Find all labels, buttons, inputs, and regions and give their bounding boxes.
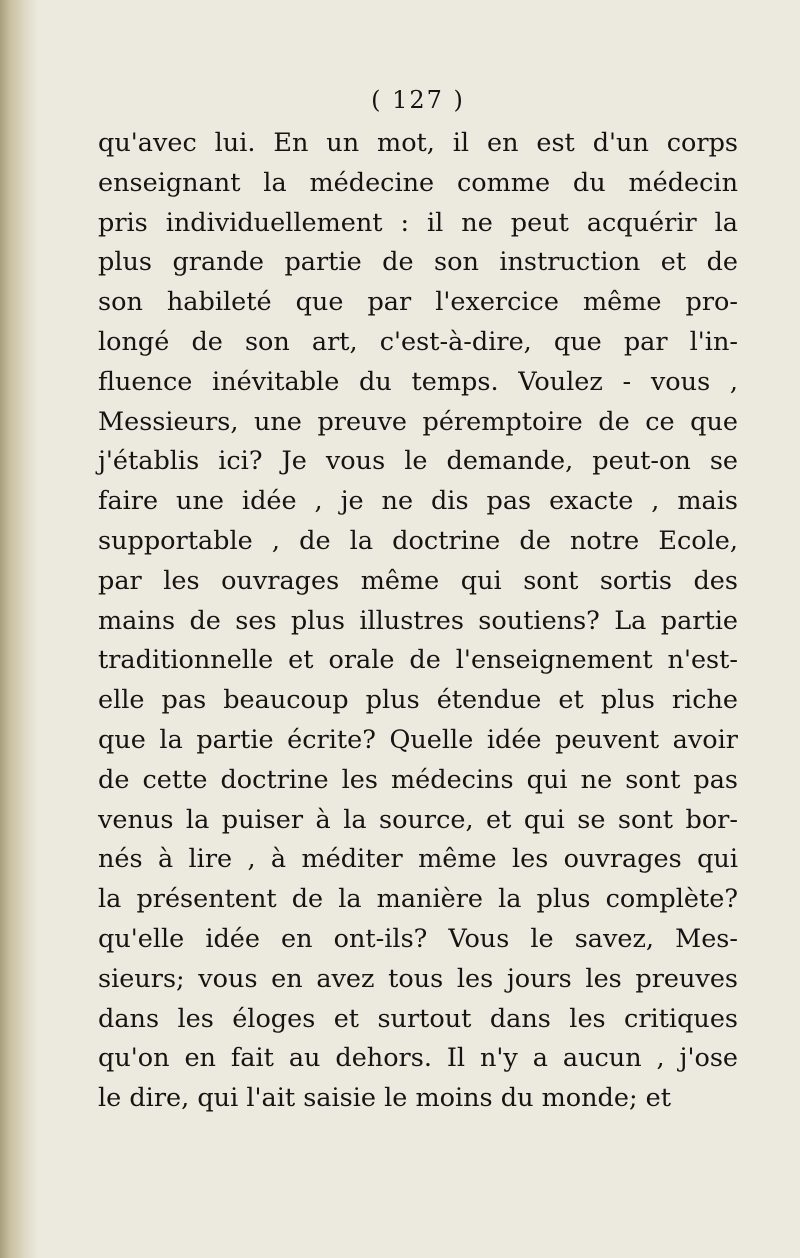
text-line: fluence inévitable du temps. Voulez - vous , [98,366,738,397]
text-line: qu'on en fait au dehors. Il n'y a aucun , j'ose [98,1043,738,1074]
text-line: Messieurs, une preuve péremptoire de ce que [98,406,738,437]
text-line: venus la puiser à la source, et qui se sont bor- [98,804,738,835]
text-line: supportable , de la doctrine de notre Ecole, [98,525,738,556]
text-line: mains de ses plus illustres soutiens? La partie [98,605,738,636]
text-line: qu'avec lui. En un mot, il en est d'un corps [98,128,738,158]
text-line: qu'elle idée en ont-ils? Vous le savez, Mes- [98,923,738,954]
text-line: j'établis ici? Je vous le demande, peut-on se [98,446,738,477]
text-line: son habileté que par l'exercice même pro- [98,287,738,318]
text-line: nés à lire , à méditer même les ouvrages qui [98,844,738,875]
page-number: ( 127 ) [371,86,465,114]
text-line: enseignant la médecine comme du médecin [98,167,738,198]
text-line: traditionnelle et orale de l'enseignement n'est- [98,645,738,676]
text-line: longé de son art, c'est-à-dire, que par l'in- [98,326,738,357]
text-line: de cette doctrine les médecins qui ne sont pas [98,764,738,795]
text-line: plus grande partie de son instruction et de [98,247,738,278]
book-page [98,82,738,1119]
page-gutter-shadow [0,0,38,1258]
text-line: le dire, qui l'ait saisie le moins du monde; et [98,1083,672,1114]
text-line: que la partie écrite? Quelle idée peuvent avoir [98,724,738,755]
text-line: dans les éloges et surtout dans les critiques [98,1003,738,1034]
text-line: elle pas beaucoup plus étendue et plus riche [98,685,738,716]
text-line: la présentent de la manière la plus complète? [98,884,738,915]
text-line: sieurs; vous en avez tous les jours les preuves [98,963,738,994]
body-text [98,124,738,1119]
text-line: faire une idée , je ne dis pas exacte , mais [98,486,738,517]
text-line: par les ouvrages même qui sont sortis des [98,565,738,596]
text-line: pris individuellement : il ne peut acquérir la [98,207,738,238]
